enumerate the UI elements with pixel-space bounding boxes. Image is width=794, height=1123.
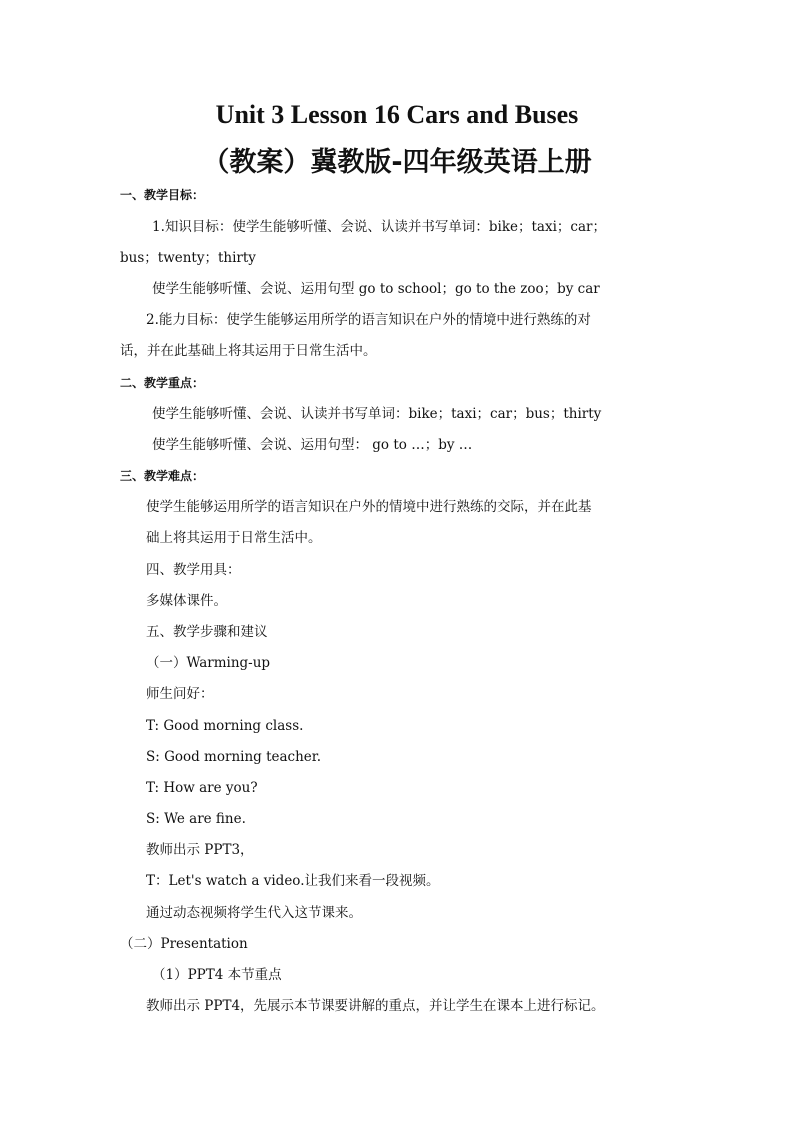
subsection-warming-up: （一）Warming-up <box>146 655 271 671</box>
dialogue-line: S: We are fine. <box>146 811 246 827</box>
paragraph-line: 多媒体课件。 <box>146 593 227 609</box>
paragraph-line: 使学生能够听懂、会说、运用句型： go to …；by … <box>152 437 473 453</box>
subsection-key-points: （1）PPT4 本节重点 <box>152 967 282 983</box>
paragraph-line: 础上将其运用于日常生活中。 <box>146 530 322 546</box>
section-heading-difficulties: 三、教学难点： <box>120 469 205 483</box>
document-title-chinese: （教案）冀教版-四年级英语上册 <box>202 147 592 178</box>
paragraph-line: 1.知识目标：使学生能够听懂、会说、认读并书写单词：bike；taxi；car； <box>152 219 606 235</box>
section-heading-objectives: 一、教学目标： <box>120 188 205 202</box>
dialogue-line: T：Let's watch a video.让我们来看一段视频。 <box>146 873 440 889</box>
paragraph-line: 师生问好： <box>146 686 214 702</box>
paragraph-line: 使学生能够听懂、会说、运用句型 go to school；go to the zoo；by car <box>152 281 600 297</box>
dialogue-line: T: How are you? <box>146 780 258 796</box>
section-heading-key-points: 二、教学重点： <box>120 376 205 390</box>
section-heading-tools: 四、教学用具： <box>146 562 241 578</box>
paragraph-line: 话，并在此基础上将其运用于日常生活中。 <box>120 343 377 359</box>
paragraph-line: bus；twenty；thirty <box>120 250 256 266</box>
paragraph-line: 教师出示 PPT3， <box>146 842 254 858</box>
paragraph-line: 教师出示 PPT4，先展示本节课要讲解的重点，并让学生在课本上进行标记。 <box>146 998 605 1014</box>
dialogue-line: T: Good morning class. <box>146 718 304 734</box>
dialogue-line: S: Good morning teacher. <box>146 749 322 765</box>
paragraph-line: 使学生能够听懂、会说、认读并书写单词：bike；taxi；car；bus；thirty <box>152 406 602 422</box>
paragraph-line: 2.能力目标：使学生能够运用所学的语言知识在户外的情境中进行熟练的对 <box>146 312 591 328</box>
paragraph-line: 通过动态视频将学生代入这节课来。 <box>146 905 362 921</box>
subsection-presentation: （二）Presentation <box>120 936 248 952</box>
paragraph-line: 使学生能够运用所学的语言知识在户外的情境中进行熟练的交际，并在此基 <box>146 499 592 515</box>
document-title-english: Unit 3 Lesson 16 Cars and Buses <box>215 100 579 129</box>
section-heading-steps: 五、教学步骤和建议 <box>146 624 268 640</box>
